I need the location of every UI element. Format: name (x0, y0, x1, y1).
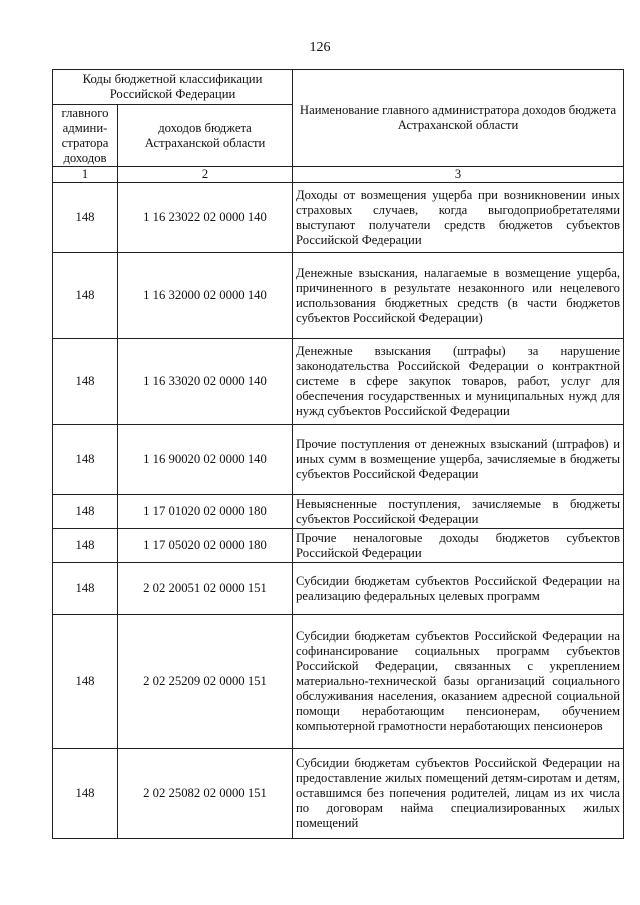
column-numbers-row (53, 167, 624, 183)
budget-code-cell: 1 16 33020 02 0000 140 (118, 339, 293, 425)
budget-code-cell: 1 16 32000 02 0000 140 (118, 253, 293, 339)
revenue-name-cell: Доходы от возмещения ущерба при возникновении иных страховых случаев, когда выгодоприобретателями выступают получатели средств бюджетов субъектов Российской Федерации (293, 183, 624, 253)
budget-code-cell: 2 02 20051 02 0000 151 (118, 563, 293, 615)
header-codes-group: Коды бюджетной классификации Российской Федерации (53, 70, 293, 105)
table-row (53, 615, 624, 749)
admin-code-cell: 148 (53, 615, 118, 749)
column-number: 2 (118, 167, 293, 183)
table-row (53, 749, 624, 839)
admin-code-cell: 148 (53, 183, 118, 253)
admin-code-cell: 148 (53, 425, 118, 495)
budget-code-cell: 2 02 25209 02 0000 151 (118, 615, 293, 749)
revenue-name-cell: Субсидии бюджетам субъектов Российской Федерации на софинансирование социальных программ субъектов Российской Федерации, связанных с укреплением материально-технической базы организаций социального обслуживания населения, оказанием адресной социальной помощи неработающим пенсионерам, обучением компьютерной грамотности неработающих пенсионеров (293, 615, 624, 749)
admin-code-cell: 148 (53, 749, 118, 839)
header-row-1 (53, 70, 624, 105)
header-name-column: Наименование главного администратора доходов бюджета Астраханской области (293, 70, 624, 167)
budget-code-cell: 2 02 25082 02 0000 151 (118, 749, 293, 839)
table-body (53, 183, 624, 839)
admin-code-cell: 148 (53, 495, 118, 529)
table-row (53, 339, 624, 425)
admin-code-cell: 148 (53, 563, 118, 615)
table-row (53, 253, 624, 339)
table-row (53, 495, 624, 529)
budget-code-cell: 1 16 90020 02 0000 140 (118, 425, 293, 495)
budget-code-cell: 1 17 05020 02 0000 180 (118, 529, 293, 563)
revenue-name-cell: Невыясненные поступления, зачисляемые в бюджеты субъектов Российской Федерации (293, 495, 624, 529)
budget-classification-table (52, 69, 624, 839)
table-row (53, 183, 624, 253)
budget-code-cell: 1 17 01020 02 0000 180 (118, 495, 293, 529)
header-code-column: доходов бюджета Астраханской области (118, 105, 293, 167)
admin-code-cell: 148 (53, 253, 118, 339)
page-number: 126 (309, 40, 331, 55)
header-admin-column: главного админи-стратора доходов (53, 105, 118, 167)
column-number: 3 (293, 167, 624, 183)
admin-code-cell: 148 (53, 529, 118, 563)
table-row (53, 425, 624, 495)
table-row (53, 529, 624, 563)
revenue-name-cell: Денежные взыскания (штрафы) за нарушение законодательства Российской Федерации о контрактной системе в сфере закупок товаров, работ, услуг для обеспечения государственных и муниципальных нужд для нужд субъектов Российской Федерации (293, 339, 624, 425)
admin-code-cell: 148 (53, 339, 118, 425)
budget-code-cell: 1 16 23022 02 0000 140 (118, 183, 293, 253)
revenue-name-cell: Денежные взыскания, налагаемые в возмещение ущерба, причиненного в результате незаконного или нецелевого использования бюджетных средств (в части бюджетов субъектов Российской Федерации) (293, 253, 624, 339)
table-row (53, 563, 624, 615)
revenue-name-cell: Субсидии бюджетам субъектов Российской Федерации на предоставление жилых помещений детям-сиротам и детям, оставшимся без попечения родителей, лицам из их числа по договорам найма специализированных жилых помещений (293, 749, 624, 839)
revenue-name-cell: Прочие неналоговые доходы бюджетов субъектов Российской Федерации (293, 529, 624, 563)
revenue-name-cell: Субсидии бюджетам субъектов Российской Федерации на реализацию федеральных целевых программ (293, 563, 624, 615)
column-number: 1 (53, 167, 118, 183)
revenue-name-cell: Прочие поступления от денежных взысканий (штрафов) и иных сумм в возмещение ущерба, зачисляемые в бюджеты субъектов Российской Федерации (293, 425, 624, 495)
